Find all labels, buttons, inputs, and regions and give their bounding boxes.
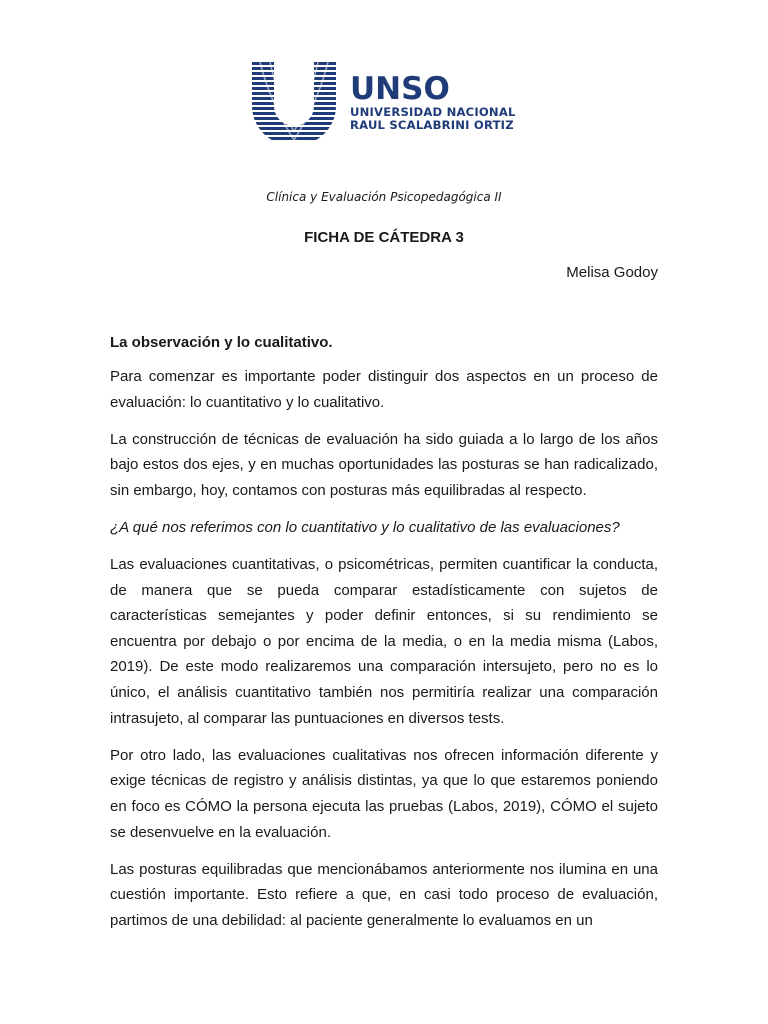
course-title: Clínica y Evaluación Psicopedagógica II	[266, 190, 502, 204]
u-striped-emblem-icon	[250, 62, 338, 142]
author-name: Melisa Godoy	[566, 264, 658, 281]
logo-subtitle-line1: UNIVERSIDAD NACIONAL	[350, 105, 516, 119]
paragraph: Las evaluaciones cuantitativas, o psicométricas, permiten cuantificar la conducta, de manera que se pueda comparar estadísticamente con sujetos de características semejantes y poder definir entonces, si su rendimiento se encuentra por debajo o por encima de la media, o en la media misma (Labos, 2019). De este modo realizaremos una comparación intersujeto, pero no es lo único, el análisis cuantitativo también nos permitiría realizar una comparación intrasujeto, al comparar las puntuaciones en diversos tests.	[110, 556, 658, 727]
paragraph: Por otro lado, las evaluaciones cualitativas nos ofrecen información diferente y exige técnicas de registro y análisis distintas, ya que lo que estaremos poniendo en foco es CÓMO la persona ejecuta las pruebas (Labos, 2019), CÓMO el sujeto se desenvuelve en la evaluación.	[110, 746, 658, 841]
document-title: FICHA DE CÁTEDRA 3	[304, 229, 464, 246]
section-body	[110, 364, 658, 945]
logo-text	[350, 72, 516, 132]
paragraph: La construcción de técnicas de evaluación ha sido guiada a lo largo de los años bajo estos dos ejes, y en muchas oportunidades las posturas se han radicalizado, sin embargo, hoy, contamos con posturas más equilibradas al respecto.	[110, 430, 658, 499]
paragraph: Para comenzar es importante poder distinguir dos aspectos en un proceso de evaluación: lo cuantitativo y lo cualitativo.	[110, 368, 658, 411]
university-logo	[250, 62, 520, 142]
logo-name: UNSO	[350, 71, 450, 107]
paragraph: Las posturas equilibradas que mencionábamos anteriormente nos ilumina en una cuestión importante. Esto refiere a que, en casi todo proceso de evaluación, partimos de una debilidad: al paciente generalmente lo evaluamos en un	[110, 860, 658, 929]
question-paragraph: ¿A qué nos referimos con lo cuantitativo y lo cualitativo de las evaluaciones?	[110, 518, 620, 536]
logo-subtitle-line2: RAUL SCALABRINI ORTIZ	[350, 118, 514, 132]
section-heading: La observación y lo cualitativo.	[110, 334, 333, 351]
